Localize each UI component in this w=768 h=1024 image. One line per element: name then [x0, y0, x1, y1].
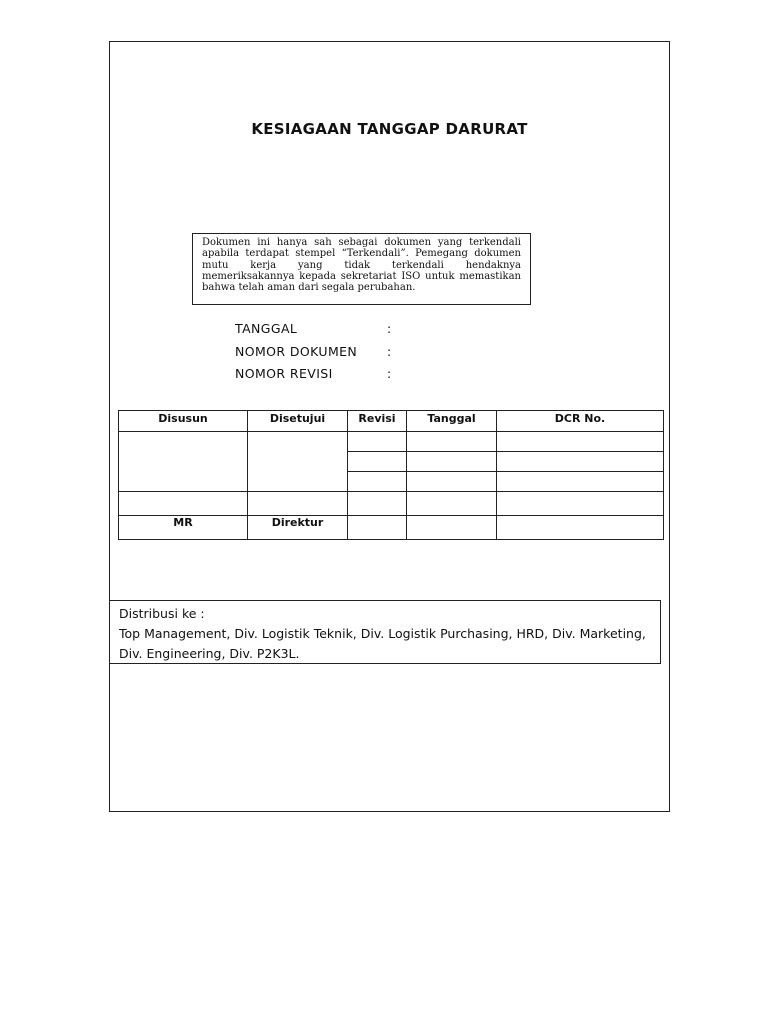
revision-cell: [348, 452, 407, 472]
signature-cell-disetujui: [248, 432, 348, 492]
meta-colon: :: [387, 343, 392, 359]
meta-colon: :: [387, 366, 392, 381]
header-disetujui: Disetujui: [248, 411, 348, 432]
header-revisi: Revisi: [348, 411, 407, 432]
document-title: KESIAGAAN TANGGAP DARURAT: [251, 120, 528, 138]
revision-cell: [348, 472, 407, 492]
distribution-box: [109, 600, 661, 664]
date-cell: [407, 432, 497, 452]
dcr-cell: [497, 452, 664, 472]
signature-label-direktur: Direktur: [248, 516, 348, 540]
table-row: [119, 492, 664, 516]
table-row: [119, 516, 664, 540]
control-notice-box: [192, 233, 531, 305]
meta-row-tanggal: [235, 318, 392, 341]
dcr-cell: [497, 516, 664, 540]
header-tanggal: Tanggal: [407, 411, 497, 432]
distribution-recipients: Top Management, Div. Logistik Teknik, Div. Logistik Purchasing, HRD, Div. Marketing, Div. Engineering, Div. P2K3L.: [119, 626, 646, 661]
revision-cell: [348, 492, 407, 516]
dcr-cell: [497, 492, 664, 516]
document-meta: [235, 318, 392, 386]
header-dcr-no: DCR No.: [497, 411, 664, 432]
meta-colon: :: [387, 321, 392, 336]
date-cell: [407, 452, 497, 472]
table-row: [119, 432, 664, 452]
signature-label-mr: MR: [119, 516, 248, 540]
date-cell: [407, 492, 497, 516]
table-header-row: [119, 411, 664, 432]
date-cell: [407, 516, 497, 540]
signature-cell-disusun: [119, 432, 248, 492]
meta-row-nomor-revisi: [235, 363, 392, 386]
dcr-cell: [497, 432, 664, 452]
revision-cell: [348, 432, 407, 452]
control-notice-text: Dokumen ini hanya sah sebagai dokumen yang terkendali apabila terdapat stempel “Terkendali”. Pemegang dokumen mutu kerja yang tidak terkendali hendaknya memeriksakannya kepada sekretariat ISO untuk memastikan bahwa telah aman dari segala perubahan.: [202, 237, 521, 294]
signature-space-disusun: [119, 492, 248, 516]
date-cell: [407, 472, 497, 492]
dcr-cell: [497, 472, 664, 492]
revision-cell: [348, 516, 407, 540]
meta-label-tanggal: TANGGAL: [235, 321, 298, 336]
header-disusun: Disusun: [119, 411, 248, 432]
meta-row-nomor-dokumen: [235, 341, 392, 364]
approval-table: [118, 410, 664, 540]
meta-label-nomor-dokumen: NOMOR DOKUMEN: [235, 343, 358, 359]
distribution-label: Distribusi ke :: [119, 606, 205, 621]
meta-label-nomor-revisi: NOMOR REVISI: [235, 366, 333, 381]
signature-space-disetujui: [248, 492, 348, 516]
